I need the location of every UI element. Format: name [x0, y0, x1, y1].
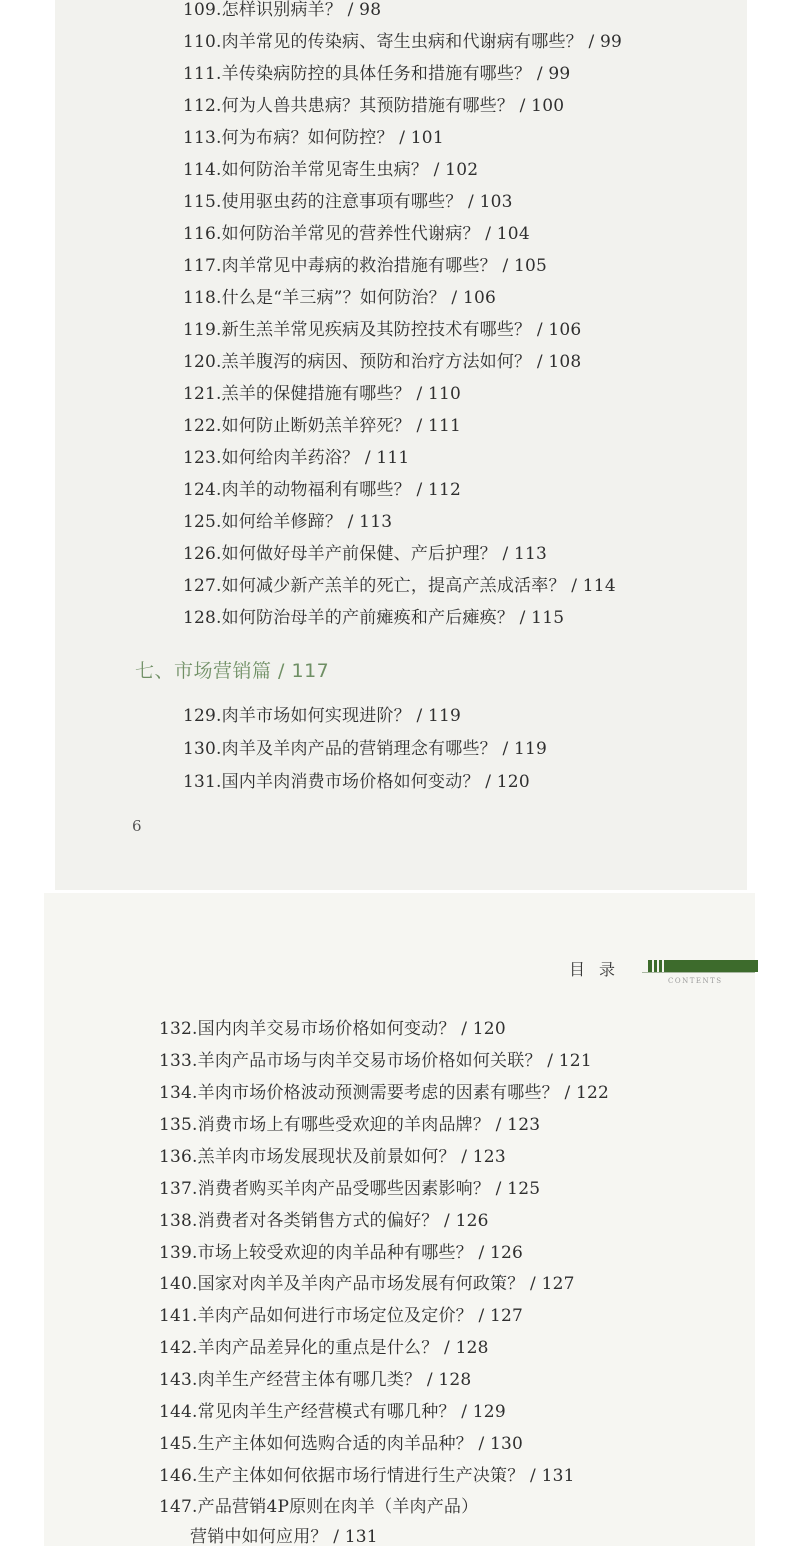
toc-entry: 111.羊传染病防控的具体任务和措施有哪些？ / 99 [183, 64, 571, 84]
toc-entry: 145.生产主体如何选购合适的肉羊品种？ / 130 [159, 1434, 524, 1454]
toc-entry: 133.羊肉产品市场与肉羊交易市场价格如何关联？ / 121 [159, 1051, 592, 1071]
book-page-left [55, 0, 747, 890]
toc-entry: 129.肉羊市场如何实现进阶？ / 119 [183, 706, 462, 726]
toc-entry: 130.肉羊及羊肉产品的营销理念有哪些？ / 119 [183, 739, 548, 759]
toc-entry: 126.如何做好母羊产前保健、产后护理？ / 113 [183, 544, 548, 564]
toc-entry: 142.羊肉产品差异化的重点是什么？ / 128 [159, 1338, 489, 1358]
toc-entry: 137.消费者购买羊肉产品受哪些因素影响？ / 125 [159, 1179, 541, 1199]
toc-entry: 132.国内肉羊交易市场价格如何变动？ / 120 [159, 1019, 506, 1039]
toc-entry: 114.如何防治羊常见寄生虫病？ / 102 [183, 160, 479, 180]
toc-entry-continuation: 营销中如何应用？ / 131 [190, 1527, 378, 1547]
toc-entry: 143.肉羊生产经营主体有哪几类？ / 128 [159, 1370, 472, 1390]
toc-entry: 118.什么是“羊三病”？如何防治？ / 106 [183, 288, 497, 308]
toc-entry: 122.如何防止断奶羔羊猝死？ / 111 [183, 416, 462, 436]
toc-entry: 119.新生羔羊常见疾病及其防控技术有哪些？ / 106 [183, 320, 582, 340]
header-rule [642, 972, 755, 973]
toc-entry: 110.肉羊常见的传染病、寄生虫病和代谢病有哪些？ / 99 [183, 32, 623, 52]
page-number: 6 [132, 817, 142, 835]
toc-entry: 113.何为布病？如何防控？ / 101 [183, 128, 444, 148]
section-heading: 七、市场营销篇 / 117 [135, 660, 330, 682]
toc-entry: 146.生产主体如何依据市场行情进行生产决策？ / 131 [159, 1466, 575, 1486]
toc-entry: 135.消费市场上有哪些受欢迎的羊肉品牌？ / 123 [159, 1115, 541, 1135]
toc-entry: 116.如何防治羊常见的营养性代谢病？ / 104 [183, 224, 530, 244]
toc-entry: 120.羔羊腹泻的病因、预防和治疗方法如何？ / 108 [183, 352, 582, 372]
toc-header-title: 目录 [569, 960, 630, 979]
toc-entry: 112.何为人兽共患病？其预防措施有哪些？ / 100 [183, 96, 565, 116]
toc-entry: 131.国内羊肉消费市场价格如何变动？ / 120 [183, 772, 530, 792]
toc-entry: 115.使用驱虫药的注意事项有哪些？ / 103 [183, 192, 513, 212]
toc-entry: 117.肉羊常见中毒病的救治措施有哪些？ / 105 [183, 256, 548, 276]
toc-entry: 134.羊肉市场价格波动预测需要考虑的因素有哪些？ / 122 [159, 1083, 610, 1103]
toc-entry: 127.如何减少新产羔羊的死亡，提高产羔成活率？ / 114 [183, 576, 616, 596]
toc-entry: 139.市场上较受欢迎的肉羊品种有哪些？ / 126 [159, 1243, 524, 1263]
toc-entry: 109.怎样识别病羊？ / 98 [183, 0, 382, 20]
toc-entry: 128.如何防治母羊的产前瘫痪和产后瘫痪？ / 115 [183, 608, 565, 628]
toc-entry: 123.如何给肉羊药浴？ / 111 [183, 448, 410, 468]
toc-entry: 136.羔羊肉市场发展现状及前景如何？ / 123 [159, 1147, 506, 1167]
toc-entry: 147.产品营销4P原则在肉羊（羊肉产品） [159, 1497, 479, 1517]
toc-entry: 125.如何给羊修蹄？ / 113 [183, 512, 393, 532]
book-page-right [44, 893, 755, 1546]
header-decoration [648, 960, 760, 972]
toc-entry: 141.羊肉产品如何进行市场定位及定价？ / 127 [159, 1306, 524, 1326]
toc-entry: 124.肉羊的动物福利有哪些？ / 112 [183, 480, 462, 500]
toc-entry: 144.常见肉羊生产经营模式有哪几种？ / 129 [159, 1402, 506, 1422]
toc-entry: 138.消费者对各类销售方式的偏好？ / 126 [159, 1211, 489, 1231]
toc-entry: 121.羔羊的保健措施有哪些？ / 110 [183, 384, 462, 404]
toc-header-subtitle: CONTENTS [668, 977, 723, 985]
toc-entry: 140.国家对肉羊及羊肉产品市场发展有何政策？ / 127 [159, 1274, 575, 1294]
